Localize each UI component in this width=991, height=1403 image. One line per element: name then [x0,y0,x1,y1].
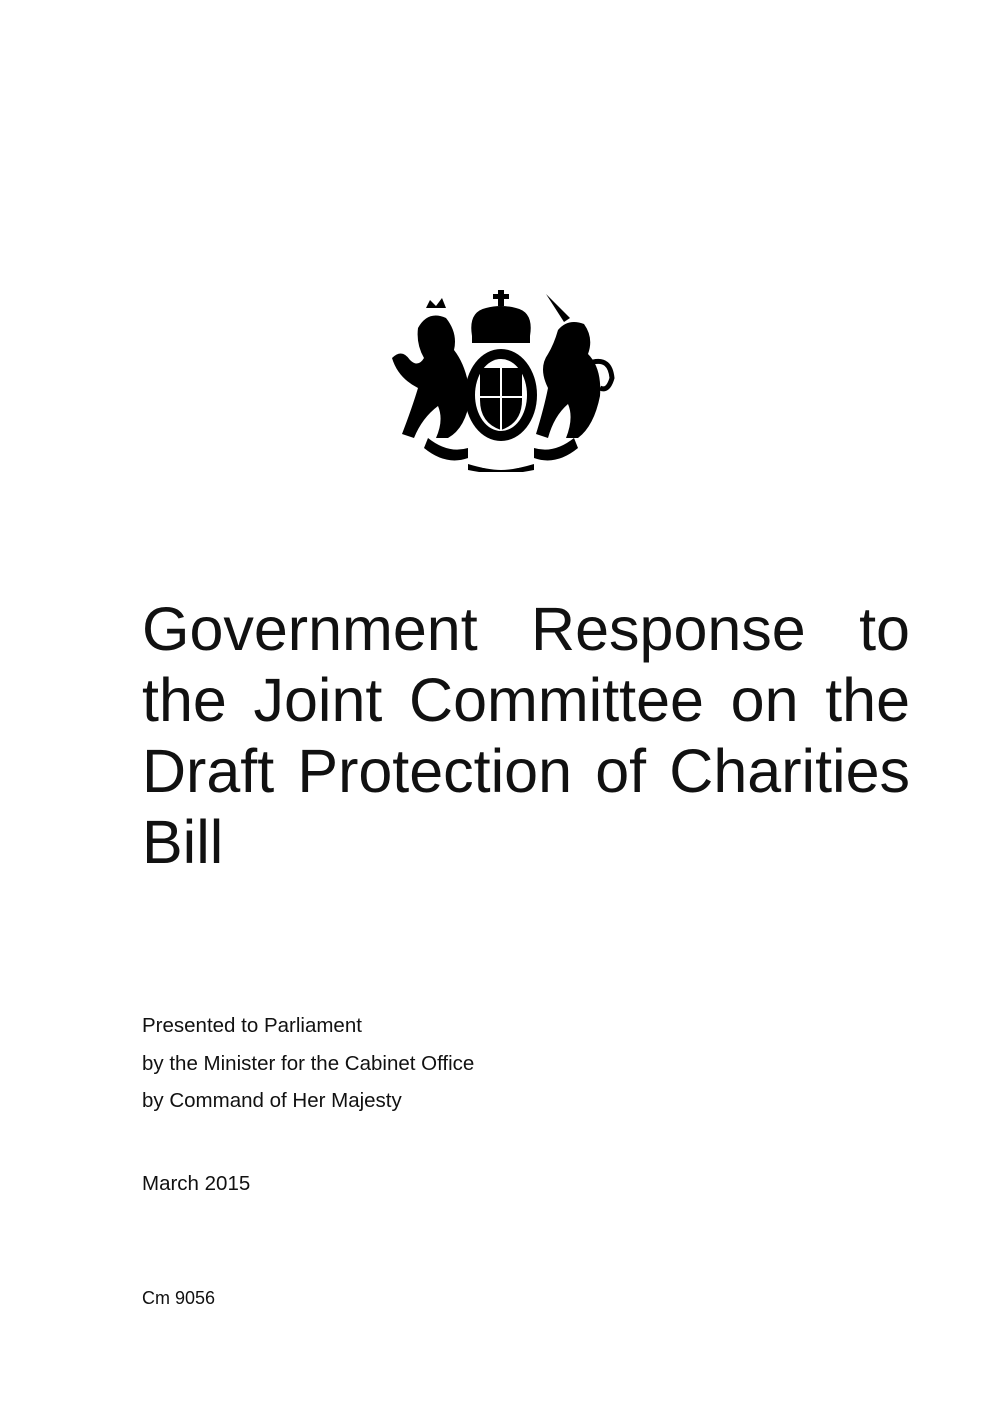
publication-date: March 2015 [142,1172,251,1195]
svg-text:ET MON: ET MON [482,460,520,471]
presented-line: Presented to Parliament [142,1014,362,1037]
command-paper-number: Cm 9056 [142,1288,216,1308]
presented-line: by Command of Her Majesty [142,1089,402,1112]
document-title: Government Response to the Joint Committee on the Draft Protection of Charities Bill [142,595,910,876]
presented-line: by the Minister for the Cabinet Office [142,1051,475,1075]
royal-coat-of-arms-icon [388,288,616,472]
presentation-statement [142,1007,474,1120]
